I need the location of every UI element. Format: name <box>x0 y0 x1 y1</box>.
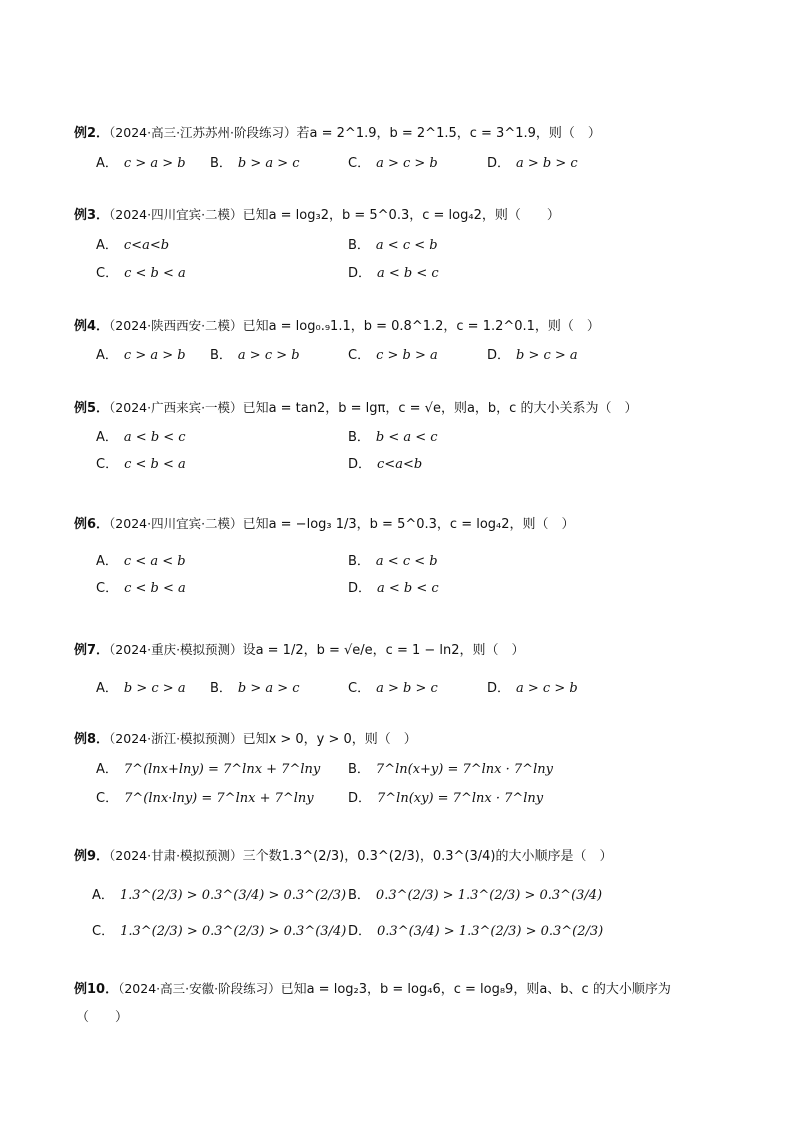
question-stem: 已知a = tan2，b = lgπ，c = √e，则a，b，c 的大小关系为（ ） <box>242 401 638 416</box>
option-d[interactable]: D． a < b < c <box>348 581 439 596</box>
question-source: （2024·浙江·模拟预测） <box>109 731 243 746</box>
option-b[interactable]: B． b > a > c <box>210 156 300 171</box>
option-d[interactable]: D． 0.3^(3/4) > 1.3^(2/3) > 0.3^(2/3) <box>348 924 604 939</box>
question-2 <box>74 122 601 141</box>
option-a[interactable]: A． 1.3^(2/3) > 0.3^(3/4) > 0.3^(2/3) <box>92 888 347 903</box>
option-b[interactable]: B． a > c > b <box>210 348 300 363</box>
option-c[interactable]: C． 7^(lnx·lny) = 7^lnx + 7^lny <box>96 791 314 806</box>
option-a[interactable]: A． 7^(lnx+lny) = 7^lnx + 7^lny <box>96 762 321 777</box>
question-8 <box>74 728 417 747</box>
question-source: （2024·甘肃·模拟预测） <box>109 848 243 863</box>
option-a[interactable]: A． a < b < c <box>96 430 186 445</box>
question-number: 例2． <box>74 126 110 141</box>
option-c[interactable]: C． c < b < a <box>96 266 186 281</box>
option-b[interactable]: B． b > a > c <box>210 681 300 696</box>
option-d[interactable]: D． a > c > b <box>487 681 578 696</box>
option-c[interactable]: C． c < b < a <box>96 457 186 472</box>
question-stem: 设a = 1/2，b = √e/e，c = 1 − ln2，则（ ） <box>242 643 525 658</box>
question-number: 例4． <box>74 319 110 334</box>
option-c[interactable]: C． a > c > b <box>348 156 438 171</box>
question-stem: 三个数1.3^(2/3)，0.3^(2/3)，0.3^(3/4)的大小顺序是（ ） <box>242 849 613 864</box>
question-number: 例5． <box>74 401 110 416</box>
question-source: （2024·陕西西安·二模） <box>109 318 243 333</box>
option-d[interactable]: D． a < b < c <box>348 266 439 281</box>
option-d[interactable]: D． c<a<b <box>348 457 423 472</box>
option-a[interactable]: A． b > c > a <box>96 681 186 696</box>
question-stem: 已知a = log₂3，b = log₄6，c = log₈9，则a、b、c 的大小顺序为 <box>280 982 671 997</box>
question-source: （2024·高三·江苏苏州·阶段练习） <box>109 125 297 140</box>
question-5 <box>74 397 637 416</box>
option-c[interactable]: C． 1.3^(2/3) > 0.3^(2/3) > 0.3^(3/4) <box>92 924 347 939</box>
option-a[interactable]: A． c < a < b <box>96 554 186 569</box>
question-number: 例6． <box>74 517 110 532</box>
question-stem: 已知x > 0，y > 0，则（ ） <box>242 732 417 747</box>
option-b[interactable]: B． a < c < b <box>348 554 438 569</box>
option-a[interactable]: A． c > a > b <box>96 348 186 363</box>
option-c[interactable]: C． c < b < a <box>96 581 186 596</box>
question-source: （2024·广西来宾·一模） <box>109 400 243 415</box>
question-9 <box>74 845 612 864</box>
option-b[interactable]: B． 7^ln(x+y) = 7^lnx · 7^lny <box>348 762 553 777</box>
question-stem: 已知a = log₀.₉1.1，b = 0.8^1.2，c = 1.2^0.1，则（ ） <box>242 319 600 334</box>
option-a[interactable]: A． c > a > b <box>96 156 186 171</box>
option-c[interactable]: C． a > b > c <box>348 681 438 696</box>
question-source: （2024·重庆·模拟预测） <box>109 642 243 657</box>
question-4 <box>74 315 600 334</box>
question-source: （2024·四川宜宾·二模） <box>109 516 243 531</box>
question-number: 例10． <box>74 982 119 997</box>
question-number: 例3． <box>74 208 110 223</box>
question-stem: 已知a = log₃2，b = 5^0.3，c = log₄2，则（ ） <box>242 208 560 223</box>
option-d[interactable]: D． b > c > a <box>487 348 578 363</box>
option-d[interactable]: D． 7^ln(xy) = 7^lnx · 7^lny <box>348 791 544 806</box>
option-a[interactable]: A． c<a<b <box>96 238 170 253</box>
question-stem: 已知a = −log₃ 1/3，b = 5^0.3，c = log₄2，则（ ） <box>242 517 575 532</box>
question-number: 例8． <box>74 732 110 747</box>
option-c[interactable]: C． c > b > a <box>348 348 438 363</box>
question-3 <box>74 204 560 223</box>
option-d[interactable]: D． a > b > c <box>487 156 578 171</box>
question-7 <box>74 639 525 658</box>
question-stem: 若a = 2^1.9，b = 2^1.5，c = 3^1.9，则（ ） <box>296 126 601 141</box>
question-source: （2024·高三·安徽·阶段练习） <box>118 981 281 996</box>
option-b[interactable]: B． a < c < b <box>348 238 438 253</box>
question-6 <box>74 513 575 532</box>
option-b[interactable]: B． 0.3^(2/3) > 1.3^(2/3) > 0.3^(3/4) <box>348 888 603 903</box>
question-10 <box>74 978 671 997</box>
question-number: 例9． <box>74 849 110 864</box>
question-number: 例7． <box>74 643 110 658</box>
answer-bracket: （ ） <box>76 1010 129 1025</box>
option-b[interactable]: B． b < a < c <box>348 430 438 445</box>
question-source: （2024·四川宜宾·二模） <box>109 207 243 222</box>
